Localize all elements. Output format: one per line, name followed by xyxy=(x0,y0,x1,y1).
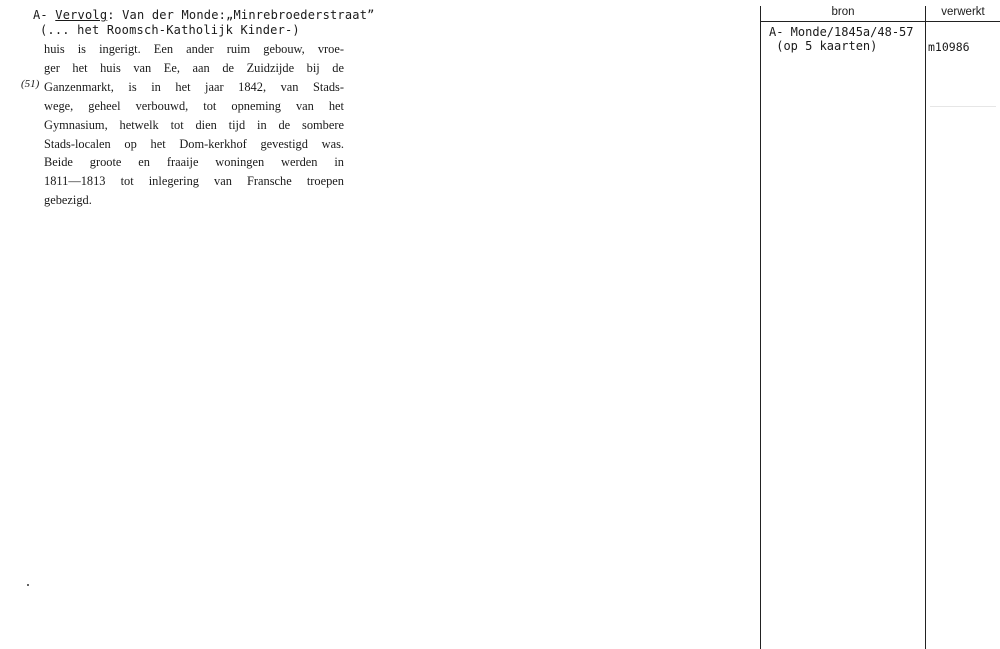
clipping-line: ger het huis van Ee, aan de Zuidzijde bij de xyxy=(44,60,344,75)
column-header-verwerkt: verwerkt xyxy=(941,6,985,18)
table-column-divider xyxy=(925,6,926,649)
table-header-rule xyxy=(760,21,1000,22)
bron-note: (op 5 kaarten) xyxy=(769,39,878,53)
clipping-line: wege, geheel verbouwd, tot opneming van het xyxy=(44,98,344,113)
newspaper-clipping xyxy=(44,40,344,210)
header-prefix: A- xyxy=(33,8,56,22)
margin-note: (51) xyxy=(21,78,40,90)
card-header-line-1 xyxy=(33,8,375,22)
bron-reference: A- Monde/1845a/48-57 xyxy=(769,25,914,39)
ink-speck xyxy=(27,584,29,586)
bron-cell xyxy=(769,25,914,53)
header-vervolg: Vervolg xyxy=(55,8,108,22)
card-header-line-2: (... het Roomsch-Katholijk Kinder-) xyxy=(40,23,300,37)
verwerkt-code: m10986 xyxy=(928,40,970,54)
clipping-line: huis is ingerigt. Een ander ruim gebouw, vroe- xyxy=(44,42,344,56)
clipping-line: Stads-localen op het Dom-kerkhof gevestigd was. xyxy=(44,136,344,151)
header-title: : Van der Monde:„Minrebroederstraat” xyxy=(107,8,375,22)
faint-rule xyxy=(930,106,996,107)
column-header-bron: bron xyxy=(831,6,855,18)
table-left-border xyxy=(760,6,761,649)
clipping-line: gebezigd. xyxy=(44,193,92,208)
clipping-line: 1811—1813 tot inlegering van Fransche troepen xyxy=(44,174,344,189)
clipping-line: Beide groote en fraaije woningen werden in xyxy=(44,155,344,170)
clipping-line: Ganzenmarkt, is in het jaar 1842, van Stads- xyxy=(44,79,344,94)
clipping-line: Gymnasium, hetwelk tot dien tijd in de sombere xyxy=(44,117,344,132)
